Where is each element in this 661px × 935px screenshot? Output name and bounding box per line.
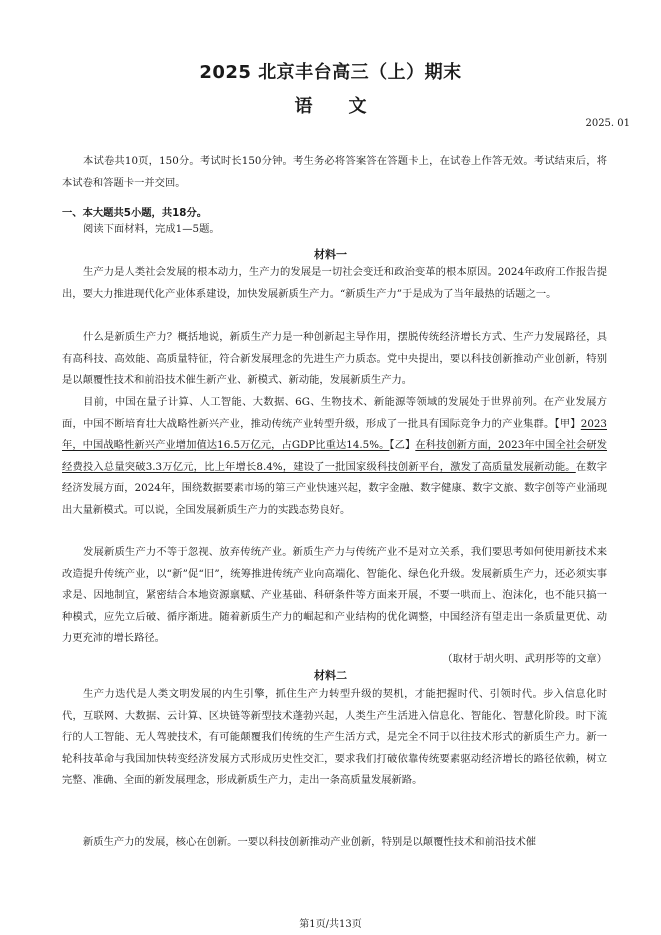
section1-heading: 一、本大题共5小题，共18分。 xyxy=(62,207,208,219)
exam-title: 2025 北京丰台高三（上）期末 xyxy=(199,62,462,83)
material2-title: 材料二 xyxy=(314,669,347,682)
material1-paragraph4: 发展新质生产力不等于忽视、放弃传统产业。新质生产力与传统产业不是对立关系，我们要思考如何使用新技术来改造提升传统产业，以“新”促“旧”，统筹推进传统产业向高端化、智能化、绿色化升级。发展新质生产力，还必须实事求是、因地制宜，紧密结合本地资源禀赋、产业基础、科研条件等方面来开展，不要一哄而上、泡沫化，也不能只搞一种模式，应先立后破、循序渐进。随着新质生产力的崛起和产业结构的优化调整，中国经济有望走出一条质量更优、动力更充沛的增长路径。 xyxy=(62,546,607,644)
material1-paragraph2: 什么是新质生产力？概括地说，新质生产力是一种创新起主导作用，摆脱传统经济增长方式、生产力发展路径，具有高科技、高效能、高质量特征，符合新发展理念的先进生产力质态。党中央提出，要以科技创新推动产业创新，特别是以颠覆性技术和前沿技术催生新产业、新模式、新动能，发展新质生产力。 xyxy=(62,331,607,386)
instructions: 本试卷共10页，150分。考试时长150分钟。考生务必将答案答在答题卡上，在试卷上作答无效。考试结束后，将本试卷和答题卡一并交回。 xyxy=(62,155,607,189)
section1-prompt: 阅读下面材料，完成1—5题。 xyxy=(83,223,220,235)
p3-marker-yi: 【乙】 xyxy=(389,439,416,451)
material2-paragraph1: 生产力迭代是人类文明发展的内生引擎，抓住生产力转型升级的契机，才能把握时代、引领时代。步入信息化时代，互联网、大数据、云计算、区块链等新型技术蓬勃兴起，人类生产生活进入信息化、智能化、智慧化阶段。时下流行的人工智能、无人驾驶技术，有可能颠覆我们传统的生产生活方式，是完全不同于以往技术形式的新质生产力。新一轮科技革命与我国加快转变经济发展方式形成历史性交汇，要求我们打破依靠传统要素驱动经济增长的路径依赖，树立完整、准确、全面的新发展理念，形成新质生产力，走出一条高质量发展新路。 xyxy=(62,688,607,786)
p3-text-a: 目前，中国在量子计算、人工智能、大数据、6G、生物技术、新能源等领域的发展处于世界前列。在产业发展方面，中国不断培育壮大战略性新兴产业，推动传统产业转型升级，形成了一批具有国际竞争力的产业集群。【甲】 xyxy=(62,396,607,430)
material2-paragraph2: 新质生产力的发展，核心在创新。一要以科技创新推动产业创新，特别是以颠覆性技术和前沿技术催 xyxy=(83,836,537,848)
subject-title: 语 文 xyxy=(294,96,367,117)
p3-text-c: 在数字经济发展方面，2024年，围绕数据要素市场的第三产业快速兴起，数字金融、数字健康、数字文旅、数字创等产业涌现出大量新模式。可以说，全国发展新质生产力的实践态势良好。 xyxy=(62,460,607,516)
exam-date: 2025. 01 xyxy=(585,118,630,129)
material1-paragraph1: 生产力是人类社会发展的根本动力，生产力的发展是一切社会变迁和政治变革的根本原因。2024年政府工作报告提出，要大力推进现代化产业体系建设，加快发展新质生产力。“新质生产力”于是成为了当年最热的话题之一。 xyxy=(62,266,607,300)
page-footer: 第1页/共13页 xyxy=(299,919,362,930)
underlined-sentence-jia: 2023年，中国战略性新兴产业增加值达16.5万亿元，占GDP比重达14.5%。 xyxy=(62,417,607,451)
material1-paragraph3 xyxy=(62,392,607,521)
material1-title: 材料一 xyxy=(314,248,347,261)
material1-source: （取材于胡火明、武玥彤等的文章） xyxy=(442,653,607,665)
underlined-sentence-yi: 在科技创新方面，2023年中国全社会研发经费投入总量突破3.3万亿元，比上年增长8.4%，建设了一批国家级科技创新平台，激发了高质量发展新动能。 xyxy=(62,439,608,473)
